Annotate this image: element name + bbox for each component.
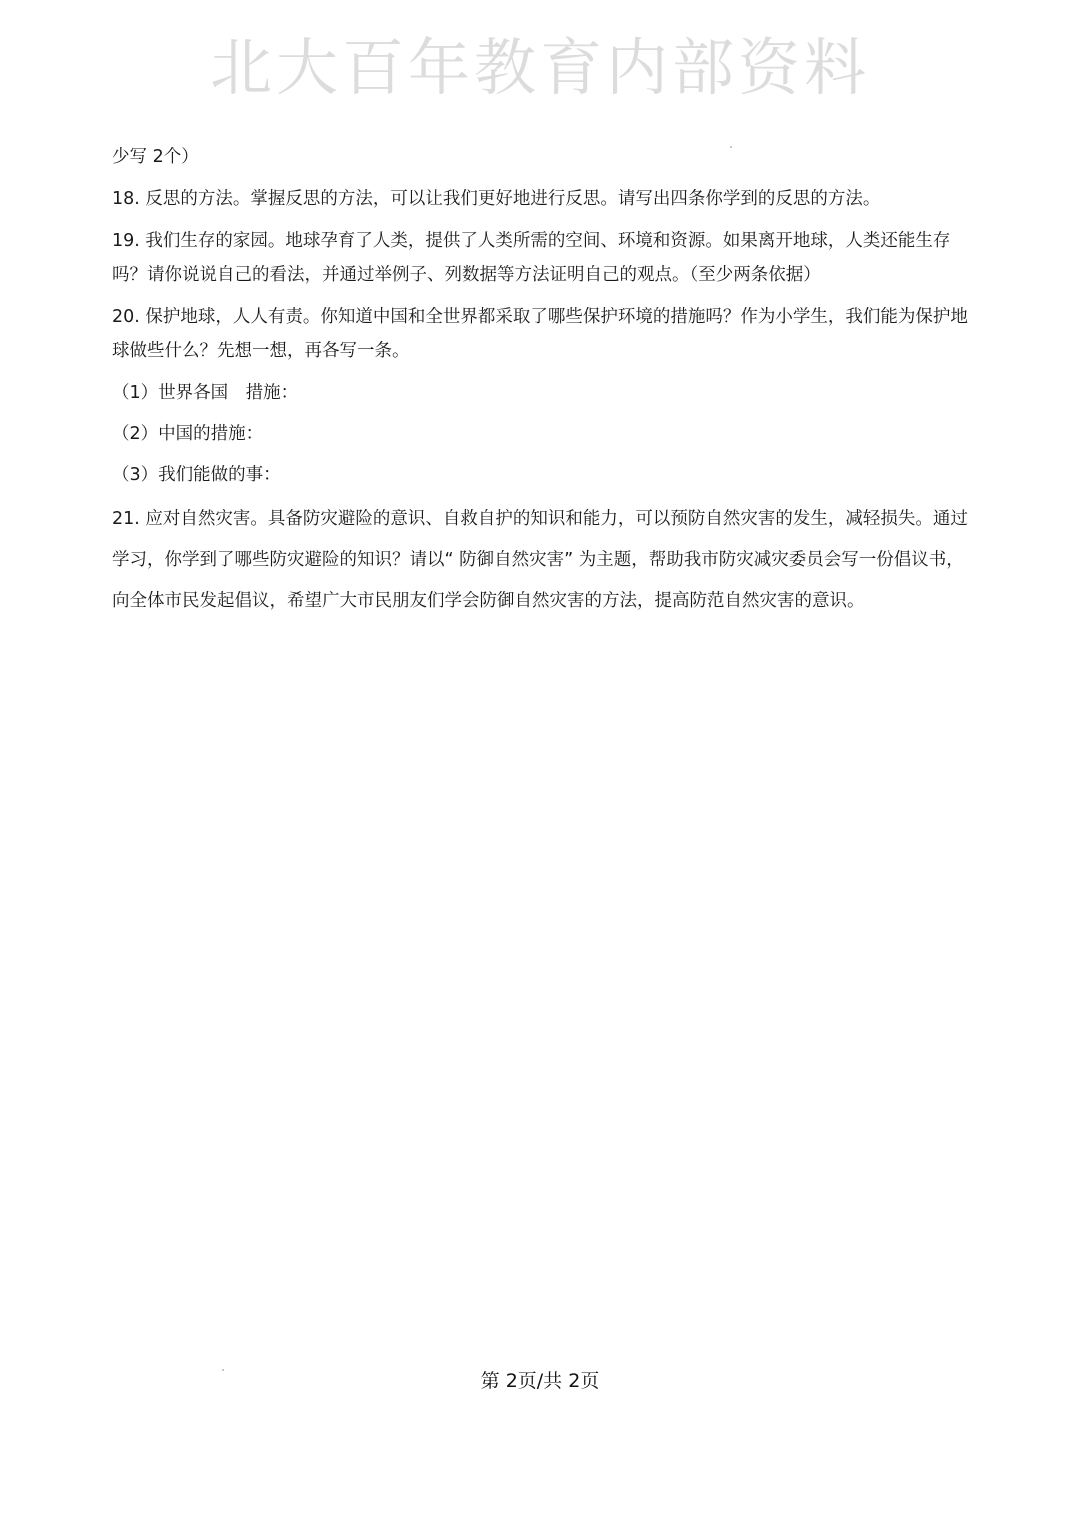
page-footer: 第 2页/共 2页 — [480, 1370, 600, 1392]
question-20-sub-2: （2）中国的措施： — [112, 424, 264, 444]
question-18 — [112, 182, 977, 216]
question-19 — [112, 224, 977, 292]
question-text: 反思的方法。掌握反思的方法，可以让我们更好地进行反思。请写出四条你学到的反思的方法。 — [145, 189, 881, 209]
question-20-sub-3: （3）我们能做的事： — [112, 465, 281, 485]
question-20 — [112, 300, 977, 368]
document-body — [112, 140, 977, 630]
question-number: 21. — [112, 509, 140, 529]
carryover-text: 少写 2个） — [112, 147, 199, 167]
question-20-sub-1: （1）世界各国 措施： — [112, 383, 299, 403]
question-number: 19. — [112, 231, 140, 251]
watermark: 北大百年教育内部资料 — [209, 31, 870, 104]
question-21 — [112, 499, 977, 622]
question-number: 18. — [112, 189, 140, 209]
question-number: 20. — [112, 307, 140, 327]
question-text: 我们生存的家园。地球孕育了人类，提供了人类所需的空间、环境和资源。如果离开地球，人类还能生存吗？请你说说自己的看法，并通过举例子、列数据等方法证明自己的观点。（至少两条依据） — [112, 231, 951, 285]
question-text: 应对自然灾害。具备防灾避险的意识、自救自护的知识和能力，可以预防自然灾害的发生，减轻损失。通过学习，你学到了哪些防灾避险的知识？请以“ 防御自然灾害” 为主题，帮助我市防灾减灾委员会写一份倡议书，向全体市民发起倡议，希望广大市民朋友们学会防御自然灾害的方法，提高防范自然灾害的意识。 — [112, 509, 968, 611]
question-text: 保护地球，人人有责。你知道中国和全世界都采取了哪些保护环境的措施吗？作为小学生，我们能为保护地球做些什么？先想一想，再各写一条。 — [112, 307, 968, 361]
scan-speck — [730, 146, 732, 148]
